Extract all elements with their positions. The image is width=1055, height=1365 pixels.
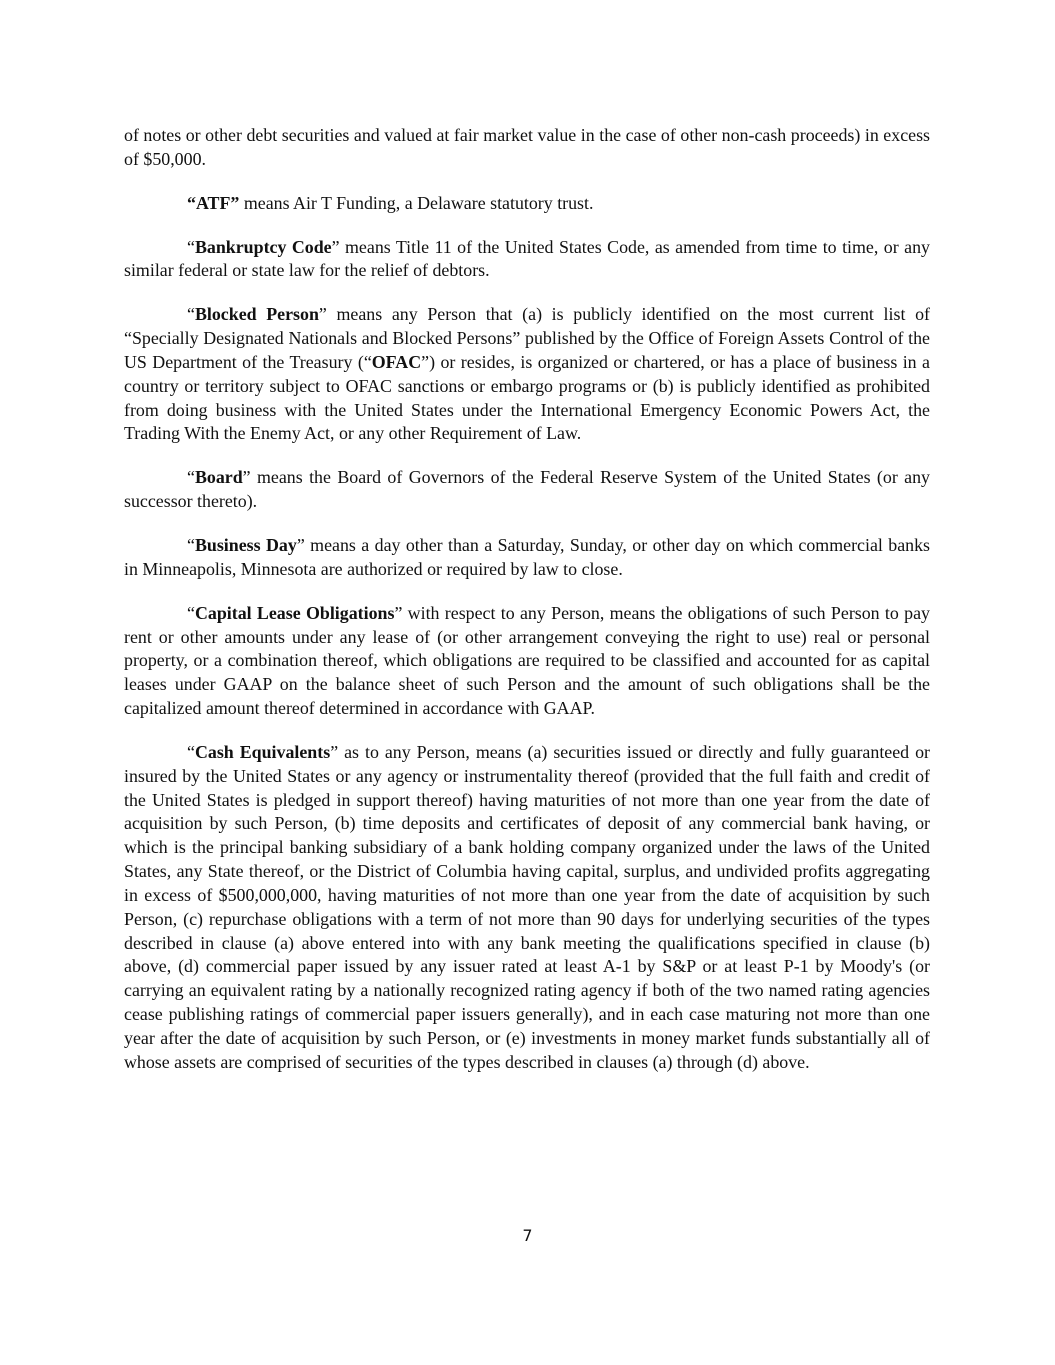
definition-bankruptcy-code xyxy=(124,236,930,284)
defined-term-business-day: Business Day xyxy=(194,534,297,555)
definition-capital-lease-obligations xyxy=(124,602,930,721)
definition-business-day xyxy=(124,534,930,582)
defined-term-board: Board xyxy=(194,467,243,488)
definition-text: means Air T Funding, a Delaware statutory trust. xyxy=(239,192,594,213)
defined-term-blocked-person: Blocked Person xyxy=(194,304,319,325)
definition-board xyxy=(124,466,930,514)
definition-blocked-person xyxy=(124,303,930,446)
term-text: ATF” xyxy=(195,192,240,213)
definition-text: ” means any Person that (a) is publicly identified on the most current list of “Specially Designated Nationals and Blocked Persons” published by the Office of Foreign Assets Control of the US Department of the Treasury (“ xyxy=(124,304,930,372)
definition-text: ” as to any Person, means (a) securities issued or directly and fully guaranteed or insured by the United States or any agency or instrumentality thereof (provided that the full faith and credit of the United States is pledged in support thereof) having maturities of not more than one year from the date of acquisition by such Person, (b) time deposits and certificates of deposit of any commercial bank having, or which is the principal banking subsidiary of a bank holding company organized under the laws of the United States, any State thereof, or the District of Columbia having capital, surplus, and undivided profits aggregating in excess of $500,000,000, having maturities of not more than one year from the date of acquisition by such Person, (c) repurchase obligations with a term of not more than 90 days for underlying securities of the types described in clause (a) above entered into with any bank meeting the qualifications specified in clause (b) above, (d) commercial paper issued by any issuer rated at least A-1 by S&P or at least P-1 by Moody's (or carrying an equivalent rating by a nationally recognized rating agency if both of the two named rating agencies cease publishing ratings of commercial paper issuers generally), and in each case maturing not more than one year after the date of acquisition by such Person, or (e) investments in money market funds substantially all of whose assets are comprised of securities of the types described in clauses (a) through (d) above. xyxy=(124,741,930,1072)
page-number: 7 xyxy=(522,1226,533,1245)
definition-text: ” with respect to any Person, means the obligations of such Person to pay rent or other amounts under any lease of (or other arrangement conveying the right to use) real or personal property, or a combination thereof, which obligations are required to be classified and accounted for as capital leases under GAAP on the balance sheet of such Person and the amount of such obligations shall be the capitalized amount thereof determined in accordance with GAAP. xyxy=(124,602,930,719)
open-quote: “ xyxy=(187,602,195,623)
open-quote: “ xyxy=(187,192,196,213)
open-quote: “ xyxy=(187,467,195,488)
definition-text: ” means a day other than a Saturday, Sunday, or other day on which commercial banks in Minneapolis, Minnesota are authorized or required by law to close. xyxy=(124,534,930,579)
definition-text: ” means Title 11 of the United States Code, as amended from time to time, or any similar federal or state law for the relief of debtors. xyxy=(124,236,930,281)
open-quote: “ xyxy=(187,236,195,257)
definition-text-continued: ”) or resides, is organized or chartered, or has a place of business in a country or territory subject to OFAC sanctions or embargo programs or (b) is publicly identified as prohibited from doing business with the United States under the International Emergency Economic Powers Act, the Trading With the Enemy Act, or any other Requirement of Law. xyxy=(124,351,931,444)
defined-term-cash-equivalents: Cash Equivalents xyxy=(194,741,331,762)
definition-cash-equivalents xyxy=(124,741,930,1075)
defined-term-capital-lease-obligations: Capital Lease Obligations xyxy=(194,602,395,623)
open-quote: “ xyxy=(187,534,195,555)
open-quote: “ xyxy=(187,304,195,325)
open-quote: “ xyxy=(187,741,195,762)
defined-term-ofac: OFAC xyxy=(371,351,422,372)
continuation-paragraph: of notes or other debt securities and valued at fair market value in the case of other non-cash proceeds) in excess of $50,000. xyxy=(124,125,930,169)
definition-text: ” means the Board of Governors of the Federal Reserve System of the United States (or any successor thereto). xyxy=(124,467,930,512)
defined-term-bankruptcy-code: Bankruptcy Code xyxy=(194,236,332,257)
document-body xyxy=(124,124,930,1095)
defined-term-atf xyxy=(187,193,239,213)
definition-atf xyxy=(124,192,930,216)
